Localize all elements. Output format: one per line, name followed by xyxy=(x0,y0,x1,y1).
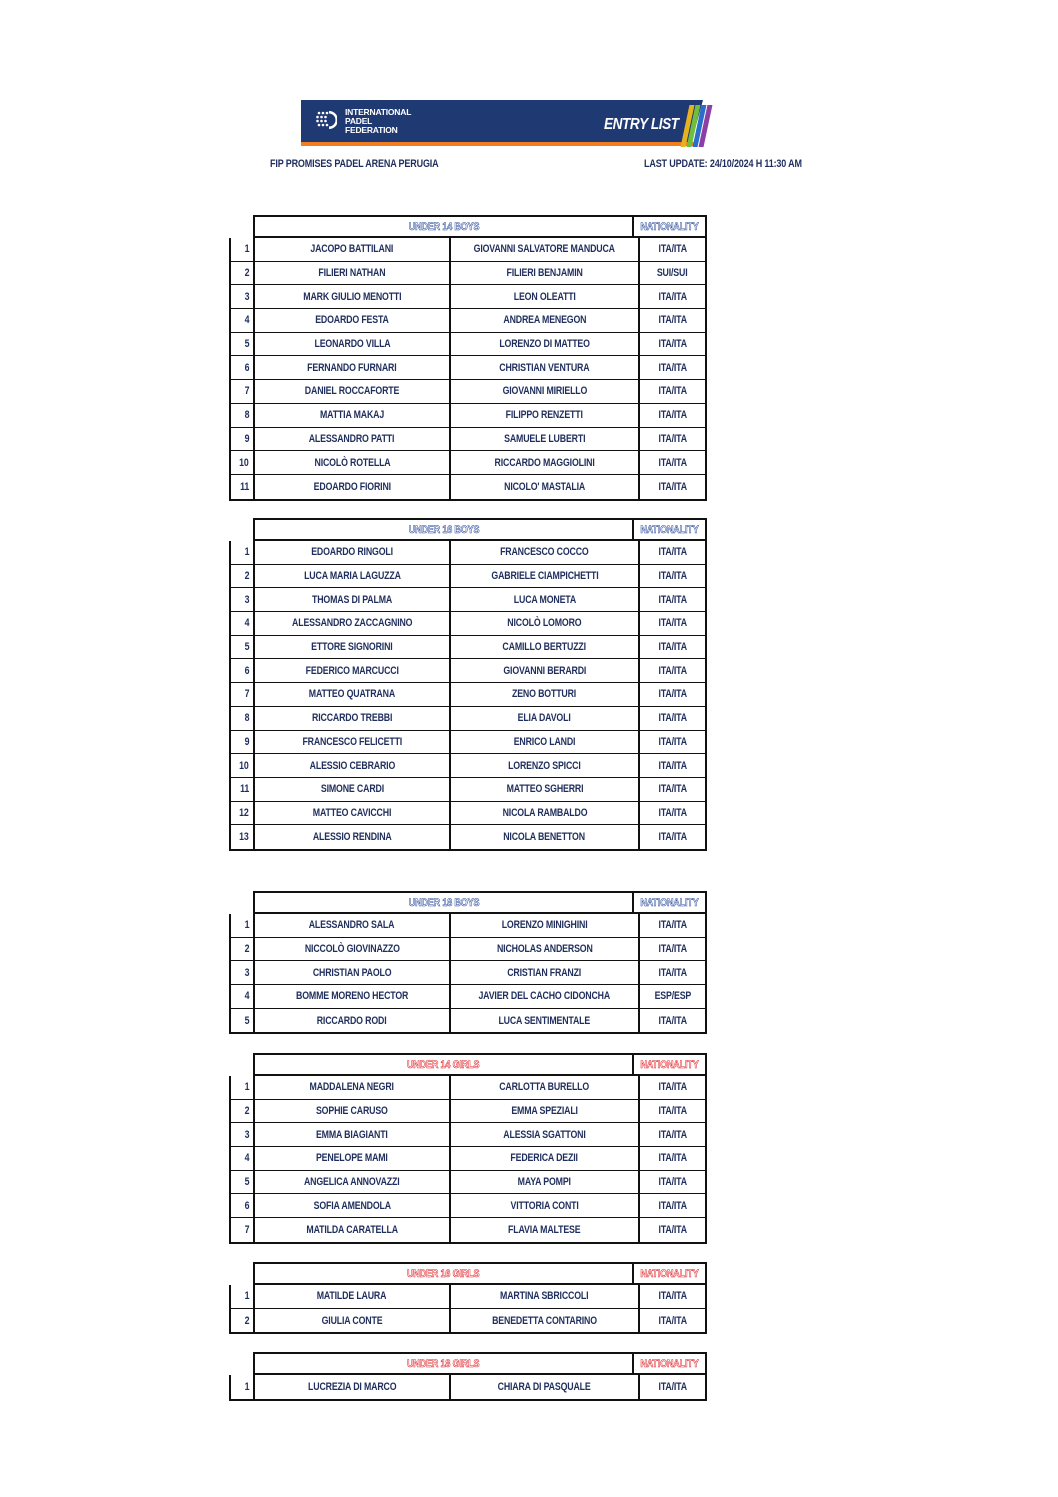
nationality-header: NATIONALITY xyxy=(640,1357,699,1370)
pair-number: 9 xyxy=(231,731,255,754)
table-row xyxy=(231,985,705,1009)
table-row xyxy=(231,1309,705,1333)
pair-number: 4 xyxy=(231,612,255,635)
table-row xyxy=(231,262,705,286)
nationality-header: NATIONALITY xyxy=(640,896,699,909)
player-one: THOMAS DI PALMA xyxy=(255,588,451,611)
player-one: MATTIA MAKAJ xyxy=(255,404,451,427)
player-two: FILIERI BENJAMIN xyxy=(451,262,640,285)
table-row xyxy=(231,1147,705,1171)
player-one: LEONARDO VILLA xyxy=(255,333,451,356)
nationality: ITA/ITA xyxy=(658,688,687,701)
table-header xyxy=(253,215,707,238)
nationality: ITA/ITA xyxy=(658,314,687,327)
nationality: ITA/ITA xyxy=(658,664,687,677)
pair-number: 11 xyxy=(231,475,255,499)
nationality-header-cell xyxy=(634,520,705,539)
nationality: ITA/ITA xyxy=(658,1380,687,1393)
table-row xyxy=(231,802,705,826)
player-one: SOFIA AMENDOLA xyxy=(255,1194,451,1217)
player-one: NICOLÒ ROTELLA xyxy=(255,451,451,474)
player-one: LUCA MARIA LAGUZZA xyxy=(255,565,451,588)
nationality-header: NATIONALITY xyxy=(640,220,699,233)
pair-number: 2 xyxy=(231,262,255,285)
nationality: ITA/ITA xyxy=(658,919,687,932)
table-row xyxy=(231,683,705,707)
table-row xyxy=(231,938,705,962)
table-row xyxy=(231,961,705,985)
table-row xyxy=(231,428,705,452)
pair-number: 12 xyxy=(231,802,255,825)
nationality: ITA/ITA xyxy=(658,1128,687,1141)
nationality: ITA/ITA xyxy=(658,1290,687,1303)
table-header xyxy=(253,1262,707,1285)
nationality: ESP/ESP xyxy=(654,990,691,1003)
nationality-header-cell xyxy=(634,1055,705,1074)
table-row xyxy=(231,1171,705,1195)
category-title: UNDER 14 GIRLS xyxy=(407,1058,480,1071)
table-row xyxy=(231,356,705,380)
table-row xyxy=(231,541,705,565)
player-two: LORENZO MINIGHINI xyxy=(451,914,640,937)
pair-number: 1 xyxy=(231,1285,255,1308)
player-one: MATILDA CARATELLA xyxy=(255,1218,451,1242)
nationality: ITA/ITA xyxy=(658,546,687,559)
player-one: SOPHIE CARUSO xyxy=(255,1100,451,1123)
player-two: BENEDETTA CONTARINO xyxy=(451,1309,640,1333)
nationality: ITA/ITA xyxy=(658,641,687,654)
nationality: ITA/ITA xyxy=(658,570,687,583)
player-one: DANIEL ROCCAFORTE xyxy=(255,380,451,403)
table-row xyxy=(231,1009,705,1033)
nationality-header-cell xyxy=(634,1264,705,1283)
player-two: LORENZO SPICCI xyxy=(451,754,640,777)
pair-number: 4 xyxy=(231,985,255,1008)
nationality: ITA/ITA xyxy=(658,409,687,422)
category-title: UNDER 14 BOYS xyxy=(408,220,479,233)
pair-number: 8 xyxy=(231,707,255,730)
player-one: RICCARDO RODI xyxy=(255,1009,451,1033)
table-body xyxy=(229,914,707,1034)
table-row xyxy=(231,238,705,262)
category-cell xyxy=(255,217,634,236)
player-one: MADDALENA NEGRI xyxy=(255,1076,451,1099)
player-two: GIOVANNI SALVATORE MANDUCA xyxy=(451,238,640,261)
last-update: LAST UPDATE: 24/10/2024 H 11:30 AM xyxy=(644,158,802,170)
pair-number: 3 xyxy=(231,1123,255,1146)
player-one: ETTORE SIGNORINI xyxy=(255,636,451,659)
player-one: MATTEO QUATRANA xyxy=(255,683,451,706)
table-body xyxy=(229,1285,707,1334)
nationality: ITA/ITA xyxy=(658,1014,687,1027)
pair-number: 5 xyxy=(231,1009,255,1033)
player-one: EDOARDO FIORINI xyxy=(255,475,451,499)
player-two: FLAVIA MALTESE xyxy=(451,1218,640,1242)
pair-number: 3 xyxy=(231,588,255,611)
nationality: ITA/ITA xyxy=(658,1152,687,1165)
player-one: CHRISTIAN PAOLO xyxy=(255,961,451,984)
table-row xyxy=(231,1218,705,1242)
pair-number: 2 xyxy=(231,938,255,961)
table-row xyxy=(231,612,705,636)
table-row xyxy=(231,825,705,849)
pair-number: 7 xyxy=(231,380,255,403)
nationality: ITA/ITA xyxy=(658,385,687,398)
nationality: ITA/ITA xyxy=(658,943,687,956)
nationality: ITA/ITA xyxy=(658,783,687,796)
table-header xyxy=(253,1053,707,1076)
table-row xyxy=(231,1194,705,1218)
doc-title: ENTRY LIST xyxy=(604,116,679,133)
player-two: ZENO BOTTURI xyxy=(451,683,640,706)
player-two: FEDERICA DEZII xyxy=(451,1147,640,1170)
table-row xyxy=(231,707,705,731)
nationality: ITA/ITA xyxy=(658,1105,687,1118)
player-two: GABRIELE CIAMPICHETTI xyxy=(451,565,640,588)
table-row xyxy=(231,914,705,938)
table-row xyxy=(231,285,705,309)
nationality: ITA/ITA xyxy=(658,1199,687,1212)
player-one: EDOARDO FESTA xyxy=(255,309,451,332)
pair-number: 13 xyxy=(231,825,255,849)
player-one: ALESSIO CEBRARIO xyxy=(255,754,451,777)
entry-list-banner xyxy=(299,97,715,150)
player-two: ALESSIA SGATTONI xyxy=(451,1123,640,1146)
player-two: CRISTIAN FRANZI xyxy=(451,961,640,984)
pair-number: 10 xyxy=(231,451,255,474)
table-row xyxy=(231,1285,705,1309)
player-two: ANDREA MENEGON xyxy=(451,309,640,332)
pair-number: 1 xyxy=(231,1076,255,1099)
player-two: EMMA SPEZIALI xyxy=(451,1100,640,1123)
table-row xyxy=(231,451,705,475)
player-one: FILIERI NATHAN xyxy=(255,262,451,285)
player-two: NICOLA RAMBALDO xyxy=(451,802,640,825)
player-two: MATTEO SGHERRI xyxy=(451,778,640,801)
pair-number: 8 xyxy=(231,404,255,427)
pair-number: 4 xyxy=(231,1147,255,1170)
nationality-header-cell xyxy=(634,217,705,236)
fip-logo-icon xyxy=(315,108,337,132)
player-two: LEON OLEATTI xyxy=(451,285,640,308)
table-row xyxy=(231,404,705,428)
player-two: SAMUELE LUBERTI xyxy=(451,428,640,451)
category-title: UNDER 18 GIRLS xyxy=(407,1357,480,1370)
player-one: EDOARDO RINGOLI xyxy=(255,541,451,564)
category-cell xyxy=(255,520,634,539)
nationality: ITA/ITA xyxy=(658,432,687,445)
nationality: ITA/ITA xyxy=(658,617,687,630)
table-row xyxy=(231,1123,705,1147)
table-row xyxy=(231,778,705,802)
player-two: LORENZO DI MATTEO xyxy=(451,333,640,356)
nationality: ITA/ITA xyxy=(658,1176,687,1189)
category-cell xyxy=(255,1264,634,1283)
player-two: CHRISTIAN VENTURA xyxy=(451,356,640,379)
player-one: ALESSIO RENDINA xyxy=(255,825,451,849)
player-two: CARLOTTA BURELLO xyxy=(451,1076,640,1099)
player-one: BOMME MORENO HECTOR xyxy=(255,985,451,1008)
pair-number: 1 xyxy=(231,914,255,937)
pair-number: 1 xyxy=(231,238,255,261)
category-title: UNDER 18 BOYS xyxy=(408,896,479,909)
category-cell xyxy=(255,1354,634,1373)
player-two: NICHOLAS ANDERSON xyxy=(451,938,640,961)
pair-number: 5 xyxy=(231,1171,255,1194)
player-one: MARK GIULIO MENOTTI xyxy=(255,285,451,308)
pair-number: 4 xyxy=(231,309,255,332)
player-two: MAYA POMPI xyxy=(451,1171,640,1194)
player-one: PENELOPE MAMI xyxy=(255,1147,451,1170)
player-two: FRANCESCO COCCO xyxy=(451,541,640,564)
nationality: ITA/ITA xyxy=(658,759,687,772)
player-two: CHIARA DI PASQUALE xyxy=(451,1375,640,1399)
table-row xyxy=(231,754,705,778)
pair-number: 1 xyxy=(231,541,255,564)
nationality: ITA/ITA xyxy=(658,243,687,256)
table-row xyxy=(231,731,705,755)
player-two: ENRICO LANDI xyxy=(451,731,640,754)
player-one: FEDERICO MARCUCCI xyxy=(255,659,451,682)
table-row xyxy=(231,636,705,660)
table-body xyxy=(229,238,707,501)
nationality: ITA/ITA xyxy=(658,831,687,844)
player-two: LUCA SENTIMENTALE xyxy=(451,1009,640,1033)
player-two: VITTORIA CONTI xyxy=(451,1194,640,1217)
table-row xyxy=(231,1100,705,1124)
nationality: ITA/ITA xyxy=(658,593,687,606)
player-two: NICOLÒ LOMORO xyxy=(451,612,640,635)
category-cell xyxy=(255,893,634,912)
table-row xyxy=(231,588,705,612)
player-one: GIULIA CONTE xyxy=(255,1309,451,1333)
nationality: ITA/ITA xyxy=(658,712,687,725)
table-body xyxy=(229,1375,707,1401)
nationality: ITA/ITA xyxy=(658,1081,687,1094)
nationality-header-cell xyxy=(634,1354,705,1373)
player-one: NICCOLÒ GIOVINAZZO xyxy=(255,938,451,961)
pair-number: 2 xyxy=(231,565,255,588)
player-one: RICCARDO TREBBI xyxy=(255,707,451,730)
nationality: ITA/ITA xyxy=(658,338,687,351)
nationality: ITA/ITA xyxy=(658,806,687,819)
player-two: FILIPPO RENZETTI xyxy=(451,404,640,427)
federation-name: INTERNATIONAL PADEL FEDERATION xyxy=(345,107,412,135)
player-two: GIOVANNI MIRIELLO xyxy=(451,380,640,403)
pair-number: 3 xyxy=(231,961,255,984)
nationality-header-cell xyxy=(634,893,705,912)
event-name: FIP PROMISES PADEL ARENA PERUGIA xyxy=(270,158,439,170)
pair-number: 2 xyxy=(231,1309,255,1333)
nationality: ITA/ITA xyxy=(658,456,687,469)
table-header xyxy=(253,1352,707,1375)
player-two: NICOLA BENETTON xyxy=(451,825,640,849)
table-row xyxy=(231,1375,705,1399)
nationality: ITA/ITA xyxy=(658,361,687,374)
nationality: ITA/ITA xyxy=(658,1223,687,1236)
nationality-header: NATIONALITY xyxy=(640,523,699,536)
player-two: LUCA MONETA xyxy=(451,588,640,611)
table-row xyxy=(231,659,705,683)
player-two: JAVIER DEL CACHO CIDONCHA xyxy=(451,985,640,1008)
nationality: SUI/SUI xyxy=(657,267,688,280)
table-header xyxy=(253,518,707,541)
pair-number: 6 xyxy=(231,356,255,379)
pair-number: 11 xyxy=(231,778,255,801)
nationality-header: NATIONALITY xyxy=(640,1267,699,1280)
table-row xyxy=(231,565,705,589)
player-one: MATILDE LAURA xyxy=(255,1285,451,1308)
player-two: GIOVANNI BERARDI xyxy=(451,659,640,682)
player-one: JACOPO BATTILANI xyxy=(255,238,451,261)
category-cell xyxy=(255,1055,634,1074)
pair-number: 7 xyxy=(231,1218,255,1242)
nationality: ITA/ITA xyxy=(658,1314,687,1327)
player-one: ALESSANDRO PATTI xyxy=(255,428,451,451)
pair-number: 5 xyxy=(231,636,255,659)
player-two: MARTINA SBRICCOLI xyxy=(451,1285,640,1308)
pair-number: 7 xyxy=(231,683,255,706)
pair-number: 10 xyxy=(231,754,255,777)
player-two: NICOLO' MASTALIA xyxy=(451,475,640,499)
table-row xyxy=(231,1076,705,1100)
table-row xyxy=(231,380,705,404)
table-row xyxy=(231,309,705,333)
category-title: UNDER 16 GIRLS xyxy=(407,1267,480,1280)
pair-number: 9 xyxy=(231,428,255,451)
table-body xyxy=(229,1076,707,1244)
player-one: FRANCESCO FELICETTI xyxy=(255,731,451,754)
nationality: ITA/ITA xyxy=(658,735,687,748)
player-one: EMMA BIAGIANTI xyxy=(255,1123,451,1146)
nationality: ITA/ITA xyxy=(658,290,687,303)
nationality: ITA/ITA xyxy=(658,480,687,493)
table-row xyxy=(231,475,705,499)
nationality-header: NATIONALITY xyxy=(640,1058,699,1071)
player-one: ANGELICA ANNOVAZZI xyxy=(255,1171,451,1194)
player-two: ELIA DAVOLI xyxy=(451,707,640,730)
player-two: CAMILLO BERTUZZI xyxy=(451,636,640,659)
player-one: ALESSANDRO SALA xyxy=(255,914,451,937)
player-one: FERNANDO FURNARI xyxy=(255,356,451,379)
player-one: LUCREZIA DI MARCO xyxy=(255,1375,451,1399)
pair-number: 3 xyxy=(231,285,255,308)
table-body xyxy=(229,541,707,851)
player-two: RICCARDO MAGGIOLINI xyxy=(451,451,640,474)
pair-number: 6 xyxy=(231,659,255,682)
player-one: MATTEO CAVICCHI xyxy=(255,802,451,825)
banner-color-stripes xyxy=(685,105,715,149)
player-one: SIMONE CARDI xyxy=(255,778,451,801)
category-title: UNDER 16 BOYS xyxy=(408,523,479,536)
player-one: ALESSANDRO ZACCAGNINO xyxy=(255,612,451,635)
pair-number: 1 xyxy=(231,1375,255,1399)
nationality: ITA/ITA xyxy=(658,966,687,979)
pair-number: 5 xyxy=(231,333,255,356)
pair-number: 2 xyxy=(231,1100,255,1123)
pair-number: 6 xyxy=(231,1194,255,1217)
table-header xyxy=(253,891,707,914)
banner-orange-line xyxy=(301,142,696,146)
table-row xyxy=(231,333,705,357)
